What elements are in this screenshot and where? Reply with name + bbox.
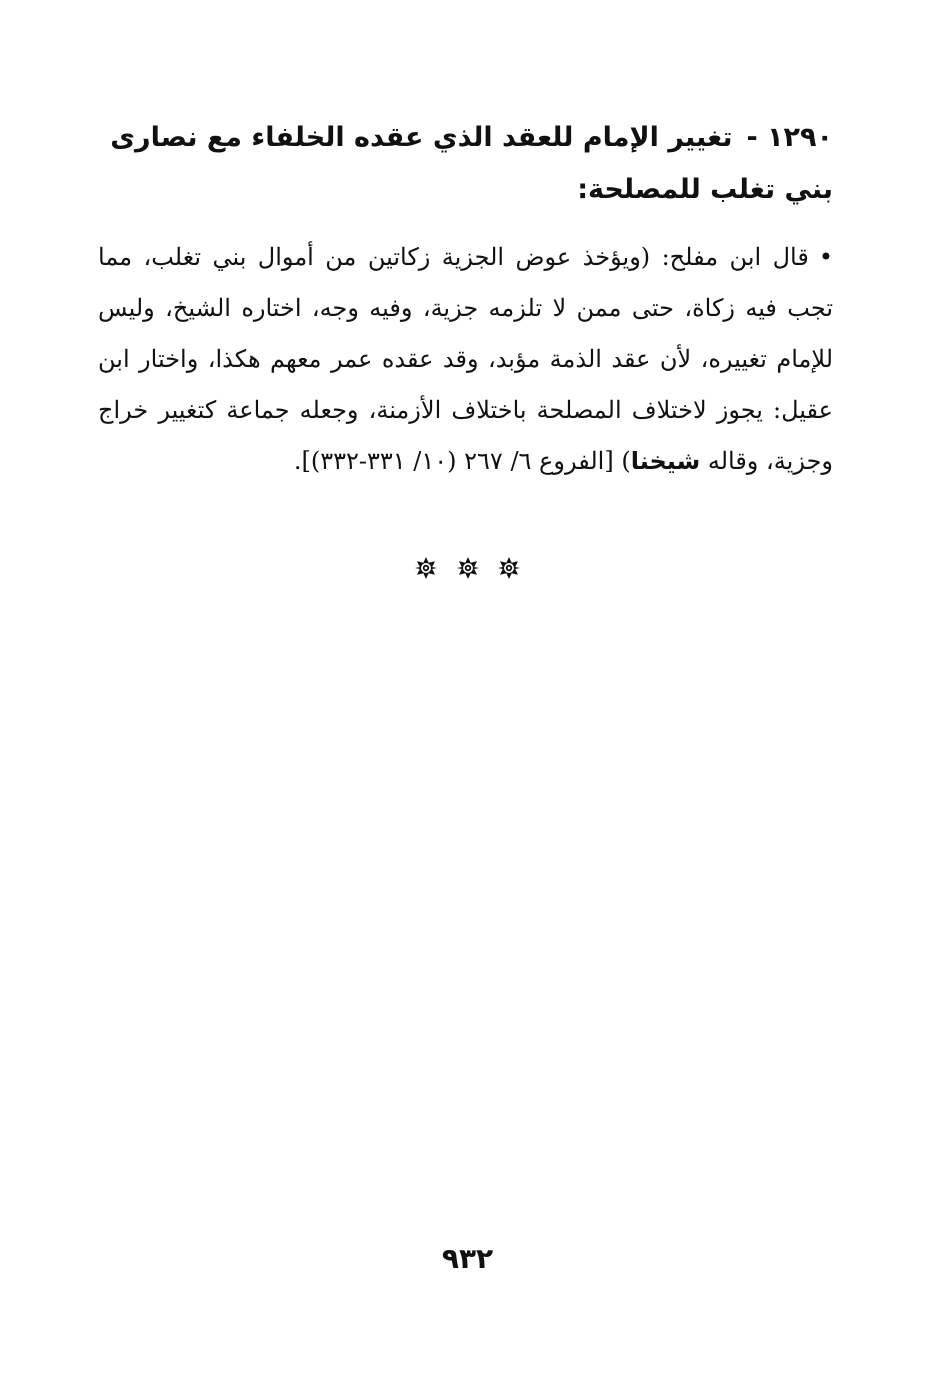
paragraph-citation: ) [الفروع ٦/ ٢٦٧ (١٠/ ٣٣١-٣٣٢)]. bbox=[293, 447, 631, 475]
bullet: • bbox=[818, 243, 833, 271]
star-ornament-icon bbox=[497, 556, 521, 580]
section-divider-ornaments bbox=[0, 556, 935, 580]
page-number: ٩٣٢ bbox=[441, 1242, 494, 1275]
paragraph-text: قال ابن مفلح: (ويؤخذ عوض الجزية زكاتين من أموال بني تغلب، مما تجب فيه زكاة، حتى ممن لا تلزمه جزية، وفيه وجه، اختاره الشيخ، وليس للإمام تغييره، لأن عقد الذمة مؤبد، وقد عقده عمر معهم هكذا، واختار ابن عقيل: يجوز لاختلاف المصلحة باختلاف الأزمنة، وجعله جماعة كتغيير خراج وجزية، وقاله bbox=[98, 243, 833, 475]
entry-paragraph bbox=[98, 232, 833, 487]
entry-title: تغيير الإمام للعقد الذي عقده الخلفاء مع نصارى بني تغلب للمصلحة: bbox=[110, 122, 833, 205]
entry-number: ١٢٩٠ - bbox=[746, 122, 833, 153]
star-ornament-icon bbox=[456, 556, 480, 580]
paragraph-bold-text: شيخنا bbox=[630, 447, 701, 475]
entry-heading bbox=[98, 112, 833, 216]
star-ornament-icon bbox=[414, 556, 438, 580]
